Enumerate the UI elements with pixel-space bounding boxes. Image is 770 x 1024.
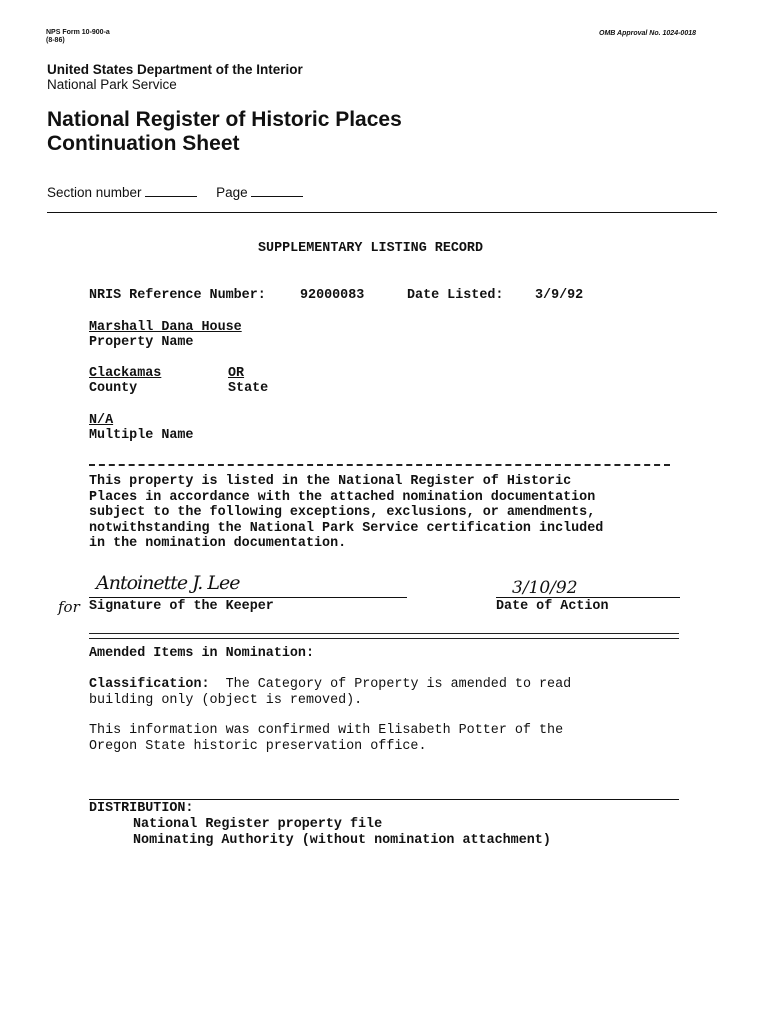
classification-text: building only (object is removed). xyxy=(89,692,363,708)
distribution-list xyxy=(133,817,551,848)
omb-approval: OMB Approval No. 1024-0018 xyxy=(599,30,696,37)
page-title xyxy=(47,108,402,156)
action-date-line xyxy=(496,597,680,598)
multiple-name-value: N/A xyxy=(89,413,114,428)
property-name-value: Marshall Dana House xyxy=(89,320,242,335)
classification-label: Classification: xyxy=(89,677,210,692)
department-name: United States Department of the Interior xyxy=(47,62,303,77)
for-mark: for xyxy=(58,598,80,616)
date-listed-label: Date Listed: xyxy=(407,288,504,303)
confirmation-block xyxy=(89,723,563,754)
statement-line: notwithstanding the National Park Service certification included xyxy=(89,520,604,536)
distribution-item: National Register property file xyxy=(133,817,383,832)
nris-label: NRIS Reference Number: xyxy=(89,288,266,303)
section-number-label: Section number xyxy=(47,185,142,200)
page-number-blank xyxy=(251,184,303,197)
date-listed-value: 3/9/92 xyxy=(535,288,584,303)
dashed-divider xyxy=(89,464,670,466)
action-date-label: Date of Action xyxy=(496,599,609,614)
state-label: State xyxy=(228,381,269,396)
section-number-blank xyxy=(145,184,197,197)
service-name: National Park Service xyxy=(47,77,177,92)
double-divider xyxy=(89,633,679,639)
distribution-item: Nominating Authority (without nomination attachment) xyxy=(133,832,551,848)
department-block xyxy=(47,62,303,92)
confirmation-line: This information was confirmed with Elisabeth Potter of the xyxy=(89,723,564,738)
property-name-label: Property Name xyxy=(89,335,194,350)
header-rule xyxy=(47,212,717,213)
title-line-2: Continuation Sheet xyxy=(47,132,240,155)
classification-text: The Category of Property is amended to read xyxy=(209,677,572,692)
amended-items-heading: Amended Items in Nomination: xyxy=(89,646,314,661)
statement-line: subject to the following exceptions, exclusions, or amendments, xyxy=(89,505,596,520)
record-heading: SUPPLEMENTARY LISTING RECORD xyxy=(258,241,483,256)
form-number-text: NPS Form 10-900-a xyxy=(46,29,110,36)
title-line-1: National Register of Historic Places xyxy=(47,108,402,131)
confirmation-line: Oregon State historic preservation office. xyxy=(89,738,427,754)
signature-label: Signature of the Keeper xyxy=(89,599,274,614)
county-label: County xyxy=(89,381,138,396)
statement-line: This property is listed in the National Register of Historic xyxy=(89,474,572,489)
county-value: Clackamas xyxy=(89,366,162,381)
statement-line: Places in accordance with the attached nomination documentation xyxy=(89,489,596,505)
distribution-heading: DISTRIBUTION: xyxy=(89,801,194,816)
multiple-name-label: Multiple Name xyxy=(89,428,194,443)
classification-block xyxy=(89,677,571,708)
form-number xyxy=(46,29,110,45)
page-label: Page xyxy=(216,185,248,200)
nris-value: 92000083 xyxy=(300,288,365,303)
form-date-text: (8-86) xyxy=(46,37,65,44)
section-page-line xyxy=(47,184,303,200)
action-date-signed: 3/10/92 xyxy=(512,578,578,598)
keeper-signature: Antoinette J. Lee xyxy=(96,572,240,594)
state-value: OR xyxy=(228,366,245,381)
listing-statement xyxy=(89,474,603,552)
distribution-rule xyxy=(89,799,679,800)
statement-line: in the nomination documentation. xyxy=(89,536,347,551)
signature-line xyxy=(89,597,407,598)
